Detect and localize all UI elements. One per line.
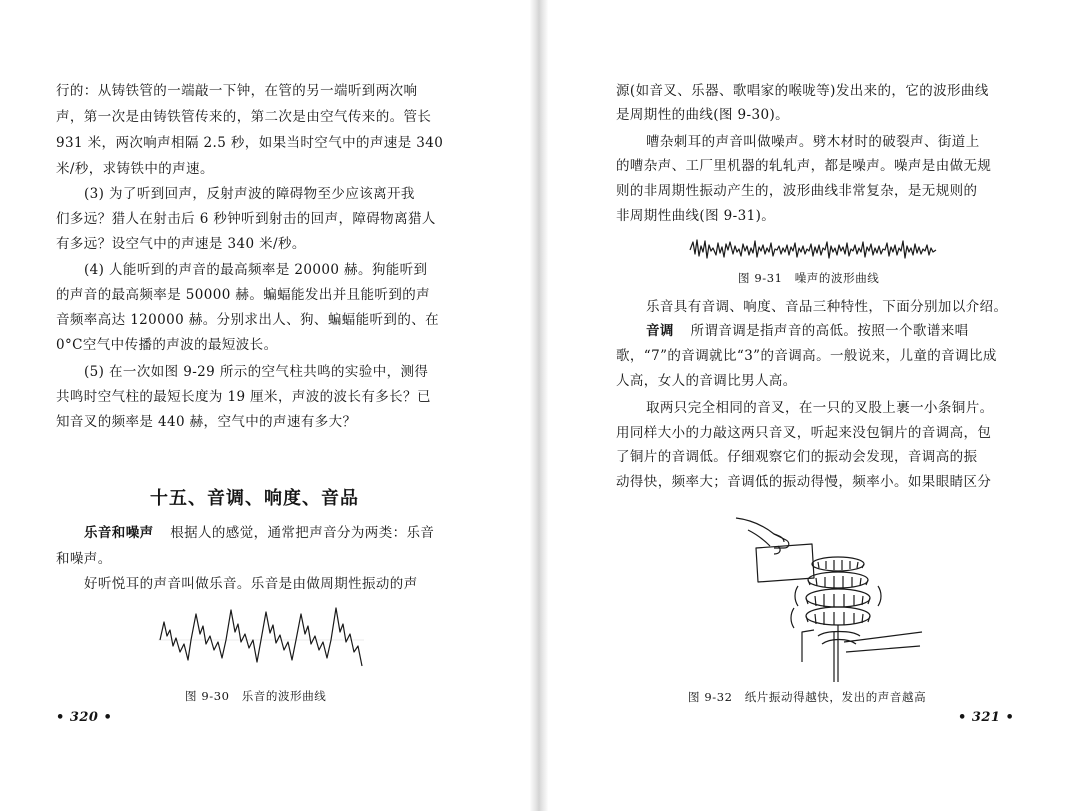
intro-line-3: 好听悦耳的声音叫做乐音。乐音是由做周期性振动的声 [84,576,418,592]
question-4-line-2: 的声音的最高频率是 50000 赫。蝙蝠能发出并且能听到的声 [56,287,431,303]
question-4-line-3: 音频率高达 120000 赫。分别求出人、狗、蝙蝠能听到的、在 [56,312,440,328]
intro-line-1-text: 根据人的感觉，通常把声音分为两类：乐音 [170,525,435,541]
noise-paragraph-line-3: 则的非周期性振动产生的，波形曲线非常复杂，是无规则的 [616,183,978,199]
section-title: 十五、音调、响度、音品 [150,488,359,509]
right-paragraph-1-line-2: 是周期性的曲线(图 9-30)。 [616,107,790,123]
right-page [548,0,1080,811]
right-paragraph-1-line-1: 源(如音叉、乐器、歌唱家的喉咙等)发出来的，它的波形曲线 [616,83,989,99]
question-3-line-2: 们多远？猎人在射击后 6 秒钟听到射击的回声，障碍物离猎人 [56,211,436,227]
pitch-line-2: 歌，“7”的音调就比“3”的音调高。一般说来，儿童的音调比成 [616,348,997,364]
noise-paragraph-line-1: 嘈杂刺耳的声音叫做噪声。劈木材时的破裂声、街道上 [646,134,980,150]
figure-9-32-caption: 图 9-32 纸片振动得越快，发出的声音越高 [688,690,927,704]
figure-9-31-waveform [690,236,938,262]
question-3-line-1: (3) 为了听到回声，反射声波的障碍物至少应该离开我 [84,186,415,202]
left-page [0,0,530,811]
figure-9-30-caption: 图 9-30 乐音的波形曲线 [185,689,327,703]
left-paragraph-1-line-1: 行的：从铸铁管的一端敲一下钟，在管的另一端听到两次响 [56,83,418,99]
intro-line-1 [84,522,434,545]
noise-paragraph-line-4: 非周期性曲线(图 9-31)。 [616,208,776,224]
figure-9-31-caption: 图 9-31 噪声的波形曲线 [738,271,880,285]
question-5-line-3: 知音叉的频率是 440 赫，空气中的声速有多大？ [56,414,357,430]
left-page-number: • 320 • [56,710,113,725]
tuning-fork-line-3: 了铜片的音调低。仔细观察它们的振动会发现，音调高的振 [616,449,978,465]
book-gutter [530,0,548,811]
characteristics-paragraph: 乐音具有音调、响度、音品三种特性，下面分别加以介绍。 [646,299,1008,315]
noise-paragraph-line-2: 的嘈杂声、工厂里机器的轧轧声，都是噪声。噪声是由做无规 [616,158,992,174]
left-paragraph-1-line-4: 米/秒，求铸铁中的声速。 [56,161,214,177]
intro-line-2: 和噪声。 [56,551,112,567]
tuning-fork-line-1: 取两只完全相同的音叉，在一只的叉股上裹一小条铜片。 [646,400,994,416]
question-4-line-1: (4) 人能听到的声音的最高频率是 20000 赫。狗能听到 [84,262,428,278]
gear-wheels-icon [791,557,881,628]
question-5-line-1: (5) 在一次如图 9-29 所示的空气柱共鸣的实验中，测得 [84,364,429,380]
pitch-line-1 [646,320,969,343]
question-3-line-3: 有多远？设空气中的声速是 340 米/秒。 [56,236,306,252]
figure-9-30-waveform [158,600,364,678]
tuning-fork-line-4: 动得快，频率大；音调低的振动得慢，频率小。如果眼睛区分 [616,474,992,490]
left-paragraph-1-line-3: 931 米，两次响声相隔 2.5 秒，如果当时空气中的声速是 340 [56,135,444,151]
pitch-line-3: 人高，女人的音调比男人高。 [616,373,797,389]
right-page-number: • 321 • [958,710,1015,725]
left-paragraph-1-line-2: 声，第一次是由铸铁管传来的，第二次是由空气传来的。管长 [56,109,432,125]
tuning-fork-line-2: 用同样大小的力敲这两只音叉，听起来没包铜片的音调高，包 [616,425,992,441]
term-music-noise: 乐音和噪声 [84,525,154,541]
figure-9-32-illustration [734,512,924,684]
term-pitch: 音调 [646,323,674,339]
question-5-line-2: 共鸣时空气柱的最短长度为 19 厘米，声波的波长有多长？已 [56,389,431,405]
question-4-line-4: 0°C空气中传播的声波的最短波长。 [56,337,278,353]
pitch-line-1-text: 所谓音调是指声音的高低。按照一个歌谱来唱 [690,323,969,339]
